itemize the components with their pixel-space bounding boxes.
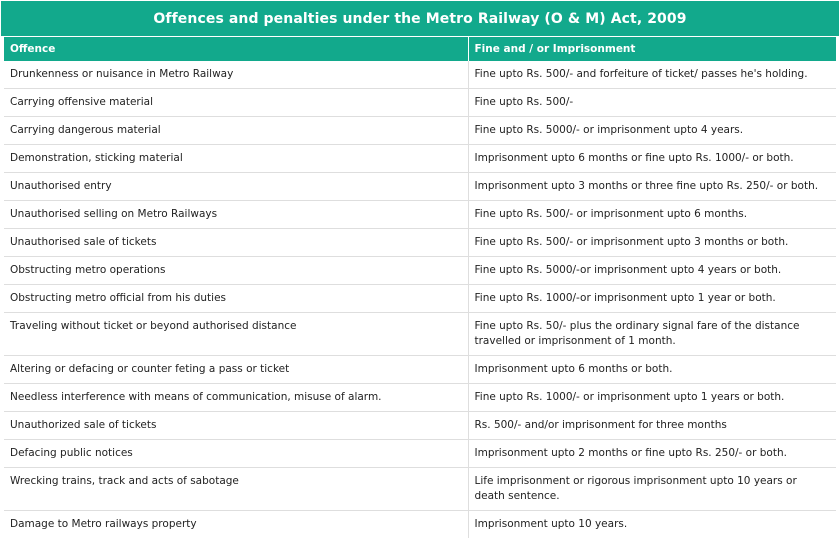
table-row (4, 117, 836, 145)
table-row (4, 285, 836, 313)
penalty-cell: Rs. 500/- and/or imprisonment for three months (468, 412, 836, 440)
offence-cell: Unauthorised entry (4, 173, 468, 201)
offence-cell: Altering or defacing or counter feting a pass or ticket (4, 356, 468, 384)
offence-cell: Damage to Metro railways property (4, 511, 468, 539)
penalty-cell: Life imprisonment or rigorous imprisonment upto 10 years or death sentence. (468, 468, 836, 511)
penalty-cell: Fine upto Rs. 50/- plus the ordinary signal fare of the distance travelled or imprisonment of 1 month. (468, 313, 836, 356)
penalty-cell: Fine upto Rs. 1000/- or imprisonment upto 1 years or both. (468, 384, 836, 412)
table-row (4, 257, 836, 285)
offence-cell: Drunkenness or nuisance in Metro Railway (4, 61, 468, 89)
offence-cell: Unauthorized sale of tickets (4, 412, 468, 440)
offence-cell: Carrying dangerous material (4, 117, 468, 145)
penalty-cell: Imprisonment upto 3 months or three fine upto Rs. 250/- or both. (468, 173, 836, 201)
offence-cell: Obstructing metro official from his duties (4, 285, 468, 313)
penalty-cell: Imprisonment upto 6 months or fine upto Rs. 1000/- or both. (468, 145, 836, 173)
penalty-cell: Fine upto Rs. 500/- or imprisonment upto 6 months. (468, 201, 836, 229)
penalty-cell: Fine upto Rs. 1000/-or imprisonment upto 1 year or both. (468, 285, 836, 313)
offence-cell: Unauthorised sale of tickets (4, 229, 468, 257)
offence-cell: Traveling without ticket or beyond authorised distance (4, 313, 468, 356)
penalties-card (1, 1, 839, 543)
penalty-cell: Fine upto Rs. 5000/-or imprisonment upto 4 years or both. (468, 257, 836, 285)
penalty-column-header: Fine and / or Imprisonment (468, 37, 836, 61)
offence-cell: Defacing public notices (4, 440, 468, 468)
table-row (4, 313, 836, 356)
penalty-cell: Imprisonment upto 6 months or both. (468, 356, 836, 384)
table-row (4, 173, 836, 201)
offence-cell: Obstructing metro operations (4, 257, 468, 285)
offence-cell: Carrying offensive material (4, 89, 468, 117)
table-row (4, 145, 836, 173)
table-row (4, 356, 836, 384)
offence-cell: Needless interference with means of communication, misuse of alarm. (4, 384, 468, 412)
offence-column-header: Offence (4, 37, 468, 61)
table-row (4, 201, 836, 229)
table-row (4, 89, 836, 117)
offence-cell: Demonstration, sticking material (4, 145, 468, 173)
table-row (4, 384, 836, 412)
penalty-cell: Fine upto Rs. 5000/- or imprisonment upto 4 years. (468, 117, 836, 145)
penalty-cell: Fine upto Rs. 500/- or imprisonment upto 3 months or both. (468, 229, 836, 257)
header-row (4, 37, 836, 61)
penalties-table (4, 37, 836, 538)
penalty-cell: Imprisonment upto 2 months or fine upto Rs. 250/- or both. (468, 440, 836, 468)
offence-cell: Wrecking trains, track and acts of sabotage (4, 468, 468, 511)
penalty-cell: Fine upto Rs. 500/- and forfeiture of ticket/ passes he's holding. (468, 61, 836, 89)
table-row (4, 61, 836, 89)
table-row (4, 412, 836, 440)
table-row (4, 468, 836, 511)
table-row (4, 229, 836, 257)
penalty-cell: Imprisonment upto 10 years. (468, 511, 836, 539)
table-title: Offences and penalties under the Metro Railway (O & M) Act, 2009 (1, 1, 839, 36)
penalty-cell: Fine upto Rs. 500/- (468, 89, 836, 117)
table-row (4, 440, 836, 468)
table-row (4, 511, 836, 539)
offence-cell: Unauthorised selling on Metro Railways (4, 201, 468, 229)
